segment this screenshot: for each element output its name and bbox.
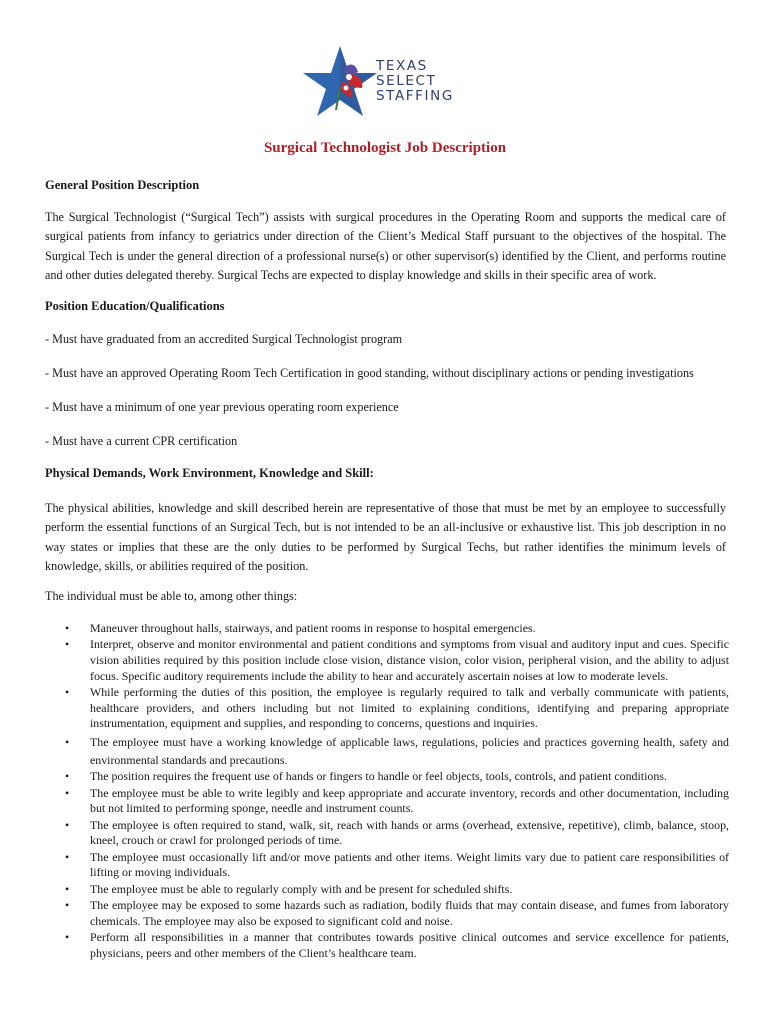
logo-line-3: STAFFING xyxy=(376,88,454,104)
list-item xyxy=(45,818,729,849)
list-item-text: The employee must be able to regularly comply with and be present for scheduled shifts. xyxy=(90,881,513,896)
star-bluebonnet-icon xyxy=(300,44,380,124)
list-item-text: Interpret, observe and monitor environmental and patient conditions and symptoms from visual and auditory input and cues. Specific vision abilities required by this position include close vision, distance vision, color vision, peripheral vision, and the ability to adjust focus. Specific auditory requirements include the ability to hear and accurately ascertain noises at low to moderate levels. xyxy=(90,637,729,683)
list-item xyxy=(45,850,729,881)
list-item-text: While performing the duties of this position, the employee is regularly required to talk and verbally communicate with patients, healthcare providers, and others including but not limited to explaining conditions, identifying and preparing appropriate instrumentation, equipment and supplies, and responding to concerns, questions and inquiries. xyxy=(90,684,729,731)
physical-body: The physical abilities, knowledge and skill described herein are representative of those that must be met by an employee to successfully perform the essential functions of an Surgical Tech, but is not intended to be an all-inclusive or exhaustive list. This job description in no way states or implies that these are the only duties to be performed by Surgical Techs, but rather identifies the minimum levels of knowledge, skills, or abilities required of the position. xyxy=(45,501,726,573)
physical-heading: Physical Demands, Work Environment, Knowledge and Skill: xyxy=(45,466,374,480)
bullet-icon: • xyxy=(65,785,70,800)
bullet-icon: • xyxy=(65,734,70,749)
bullet-icon: • xyxy=(65,849,70,864)
requirements-list xyxy=(45,621,729,962)
bullet-icon: • xyxy=(65,621,70,635)
list-item xyxy=(45,882,729,898)
list-item xyxy=(45,898,729,929)
general-heading: General Position Description xyxy=(45,178,200,192)
bullet-icon: • xyxy=(65,898,70,913)
bullet-icon: • xyxy=(65,817,70,832)
list-item xyxy=(45,637,729,684)
list-item-text: The position requires the frequent use of hands or fingers to handle or feel objects, tools, controls, and patient conditions. xyxy=(90,769,667,784)
bullet-icon: • xyxy=(65,930,70,945)
list-item-text: Perform all responsibilities in a manner that contributes towards positive clinical outcomes and service excellence for patients, physicians, peers and other members of the Client’s healthcare team. xyxy=(90,930,729,960)
education-item: - Must have a current CPR certification xyxy=(45,434,238,448)
education-item: - Must have a minimum of one year previous operating room experience xyxy=(45,400,399,414)
education-item: - Must have an approved Operating Room Tech Certification in good standing, without disciplinary actions or pending investigations xyxy=(45,366,694,380)
education-item: - Must have graduated from an accredited Surgical Technologist program xyxy=(45,332,403,346)
list-item xyxy=(45,685,729,732)
bullet-icon: • xyxy=(65,769,70,784)
bullet-icon: • xyxy=(65,881,70,896)
company-logo xyxy=(300,44,500,124)
general-body: The Surgical Technologist (“Surgical Tech”) assists with surgical procedures in the Operating Room and supports the medical care of surgical patients from infancy to geriatrics under direction of the Client’s Medical Staff pursuant to the objectives of the hospital. The Surgical Tech is under the general direction of a professional nurse(s) or other supervisor(s) identified by the Client, and performs routine and other duties delegated thereby. Surgical Techs are expected to display knowledge and skills in their specific area of work. xyxy=(45,210,726,282)
bullet-icon: • xyxy=(65,637,70,652)
logo-line-2: SELECT xyxy=(376,73,437,89)
list-item xyxy=(45,930,729,961)
bullet-icon: • xyxy=(65,684,70,699)
list-item-text: The employee must occasionally lift and/or move patients and other items. Weight limits vary due to patient care responsibilities of lifting or moving individuals. xyxy=(90,849,729,880)
list-item-text: The employee is often required to stand, walk, sit, reach with hands or arms (overhead, extensive, repetitive), climb, balance, stoop, kneel, crouch or crawl for prolonged periods of time. xyxy=(90,817,729,848)
list-item xyxy=(45,769,729,785)
list-item-text: The employee must be able to write legibly and keep appropriate and accurate inventory, records and other documentation, including but not limited to performing sponge, needle and instrument counts. xyxy=(90,785,729,816)
document-title: Surgical Technologist Job Description xyxy=(263,140,507,156)
list-item-text: The employee may be exposed to some hazards such as radiation, bodily fluids that may contain disease, and fumes from laboratory chemicals. The employee may also be exposed to significant cold and noise. xyxy=(90,898,729,928)
physical-intro: The individual must be able to, among other things: xyxy=(45,589,298,603)
logo-line-1: TEXAS xyxy=(376,58,428,74)
education-heading: Position Education/Qualifications xyxy=(45,299,225,313)
list-item-text: Maneuver throughout halls, stairways, and patient rooms in response to hospital emergencies. xyxy=(90,621,536,635)
list-item-text: The employee must have a working knowledge of applicable laws, regulations, policies and practices governing health, safety and environmental standards and precautions. xyxy=(90,734,729,767)
list-item xyxy=(45,621,729,637)
list-item xyxy=(45,733,729,769)
logo-wordmark xyxy=(376,59,454,104)
list-item xyxy=(45,786,729,817)
